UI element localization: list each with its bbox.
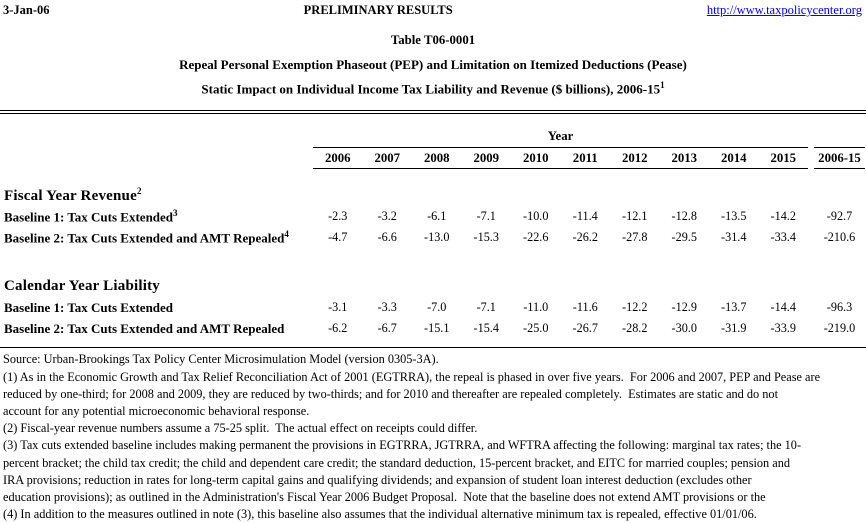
row-label: Baseline 2: Tax Cuts Extended and AMT Repealed$^4$ <box>4 229 289 246</box>
column-header-2014: 2014 <box>720 150 747 165</box>
column-header-2012: 2012 <box>621 150 648 165</box>
year-group-row <box>0 125 866 147</box>
footnote-line: (3) Tax cuts extended baseline includes making permanent the provisions in EGTRRA, JGTRRA, and WFTRA affecting the following: marginal tax rates; the 10- <box>3 438 802 453</box>
row-label: Baseline 1: Tax Cuts Extended <box>4 299 174 315</box>
value-cell: -13.0 <box>424 230 450 245</box>
value-cell: -96.3 <box>826 300 853 315</box>
value-cell: -3.1 <box>328 300 348 315</box>
footnote-line: Source: Urban-Brookings Tax Policy Center Microsimulation Model (version 0305-3A). <box>3 352 439 367</box>
footnote-line: account for any potential microeconomic behavioral response. <box>3 403 310 418</box>
footnote-line: IRA provisions; reduction in rates for long-term capital gains and qualifying dividends; and expansion of student loan interest deduction (excludes other <box>3 472 752 487</box>
table-title-line2-text: Static Impact on Individual Income Tax Liability and Revenue ($ billions), 2006-15 <box>201 81 661 97</box>
value-cell: -33.4 <box>770 230 796 245</box>
value-cell: -15.3 <box>473 230 499 245</box>
page-header <box>0 0 866 18</box>
value-cell: -33.9 <box>770 321 796 336</box>
value-cell: -25.0 <box>523 321 549 336</box>
row-label-superscript: 3 <box>173 208 178 219</box>
table-row <box>0 297 866 318</box>
value-cell: -6.2 <box>328 321 348 336</box>
column-header-2007: 2007 <box>374 150 401 165</box>
table-number: Table T06-0001 <box>390 33 476 47</box>
value-cell: -11.6 <box>572 300 598 315</box>
column-header-2011: 2011 <box>572 150 598 165</box>
footnote-line: (2) Fiscal-year revenue numbers assume a 75-25 split. The actual effect on receipts could differ. <box>3 421 478 436</box>
footnote-line: reduced by one-third; for 2008 and 2009, they are reduced by two-thirds; and for 2010 and thereafter are repealed completely. Estimates are static and do not <box>3 386 778 401</box>
table-row <box>0 227 866 248</box>
year-group-label: Year <box>547 128 574 143</box>
value-cell: -92.7 <box>826 209 853 224</box>
rule-below-years <box>0 168 866 169</box>
value-cell: -11.0 <box>523 300 549 315</box>
table-title-line2 <box>0 80 866 97</box>
value-cell: -12.9 <box>671 300 697 315</box>
column-header-2009: 2009 <box>473 150 500 165</box>
table-title-line1: Repeal Personal Exemption Phaseout (PEP) and Limitation on Itemized Deductions (Pease) <box>179 57 687 72</box>
section-header-row <box>0 184 866 206</box>
value-cell: -26.7 <box>572 321 598 336</box>
value-cell: -28.2 <box>622 321 648 336</box>
value-cell: -31.9 <box>721 321 747 336</box>
rule-segment <box>814 147 865 148</box>
value-cell: -30.0 <box>671 321 697 336</box>
value-cell: -6.7 <box>377 321 397 336</box>
value-cell: -31.4 <box>721 230 747 245</box>
table-bottom-rule <box>0 347 866 348</box>
value-cell: -10.0 <box>523 209 549 224</box>
row-label: Baseline 2: Tax Cuts Extended and AMT Repealed <box>4 320 285 336</box>
column-header-2008: 2008 <box>423 150 450 165</box>
rule-segment <box>313 147 808 148</box>
value-cell: -14.2 <box>770 209 796 224</box>
value-cell: -2.3 <box>328 209 348 224</box>
section-header-label: Fiscal Year Revenue$^2$ <box>4 185 142 204</box>
footnote-line: (4) In addition to the measures outlined in note (3), this baseline also assumes that the individual alternative minimum tax is repealed, effective 01/01/06. <box>3 507 757 522</box>
column-header-2013: 2013 <box>671 150 698 165</box>
column-header-row <box>0 148 866 168</box>
value-cell: -12.2 <box>622 300 648 315</box>
date-label: 3-Jan-06 <box>3 3 50 17</box>
value-cell: -15.4 <box>473 321 499 336</box>
value-cell: -219.0 <box>823 321 856 336</box>
footnote-line: education provisions); as outlined in the Administration's Fiscal Year 2006 Budget Proposal. Note that the baseline does not extend AMT provisions or the <box>3 489 766 504</box>
column-header-2006-15: 2006-15 <box>818 150 861 165</box>
table-title-line2-superscript: 1 <box>660 80 665 90</box>
value-cell: -6.1 <box>427 209 447 224</box>
column-header-2015: 2015 <box>770 150 797 165</box>
value-cell: -12.8 <box>671 209 697 224</box>
table-row <box>0 206 866 227</box>
table-body <box>0 184 866 339</box>
value-cell: -11.4 <box>572 209 598 224</box>
value-cell: -7.0 <box>427 300 447 315</box>
value-cell: -13.5 <box>721 209 747 224</box>
value-cell: -7.1 <box>476 209 496 224</box>
preliminary-results-label: PRELIMINARY RESULTS <box>303 3 453 17</box>
value-cell: -26.2 <box>572 230 598 245</box>
value-cell: -27.8 <box>622 230 648 245</box>
value-cell: -4.7 <box>328 230 348 245</box>
section-header-label: Calendar Year Liability <box>4 277 160 294</box>
value-cell: -12.1 <box>622 209 648 224</box>
rule-segment <box>313 168 808 169</box>
footnote-line: percent bracket; the child tax credit; the child and dependent care credit; the standard deduction, 15-percent bracket, and EITC for married couples; pension and <box>3 455 791 470</box>
section-header-superscript: 2 <box>136 185 142 196</box>
row-label: Baseline 1: Tax Cuts Extended$^3$ <box>4 208 178 225</box>
table-top-double-rule <box>0 110 866 114</box>
section-header-row <box>0 275 866 297</box>
value-cell: -210.6 <box>823 230 856 245</box>
rule-segment <box>814 168 865 169</box>
value-cell: -15.1 <box>424 321 450 336</box>
value-cell: -13.7 <box>721 300 747 315</box>
footnote-line: (1) As in the Economic Growth and Tax Relief Reconciliation Act of 2001 (EGTRRA), the repeal is phased in over five years. For 2006 and 2007, PEP and Pease are <box>3 369 821 384</box>
column-header-2006: 2006 <box>324 150 351 165</box>
value-cell: -22.6 <box>523 230 549 245</box>
row-label-superscript: 4 <box>284 229 289 240</box>
value-cell: -7.1 <box>476 300 496 315</box>
taxpolicycenter-link[interactable]: http://www.taxpolicycenter.org <box>706 3 862 17</box>
value-cell: -3.2 <box>377 209 397 224</box>
footnotes <box>0 351 866 523</box>
table-row <box>0 318 866 339</box>
value-cell: -29.5 <box>671 230 697 245</box>
value-cell: -14.4 <box>770 300 796 315</box>
value-cell: -3.3 <box>377 300 397 315</box>
column-header-2010: 2010 <box>522 150 549 165</box>
value-cell: -6.6 <box>377 230 397 245</box>
